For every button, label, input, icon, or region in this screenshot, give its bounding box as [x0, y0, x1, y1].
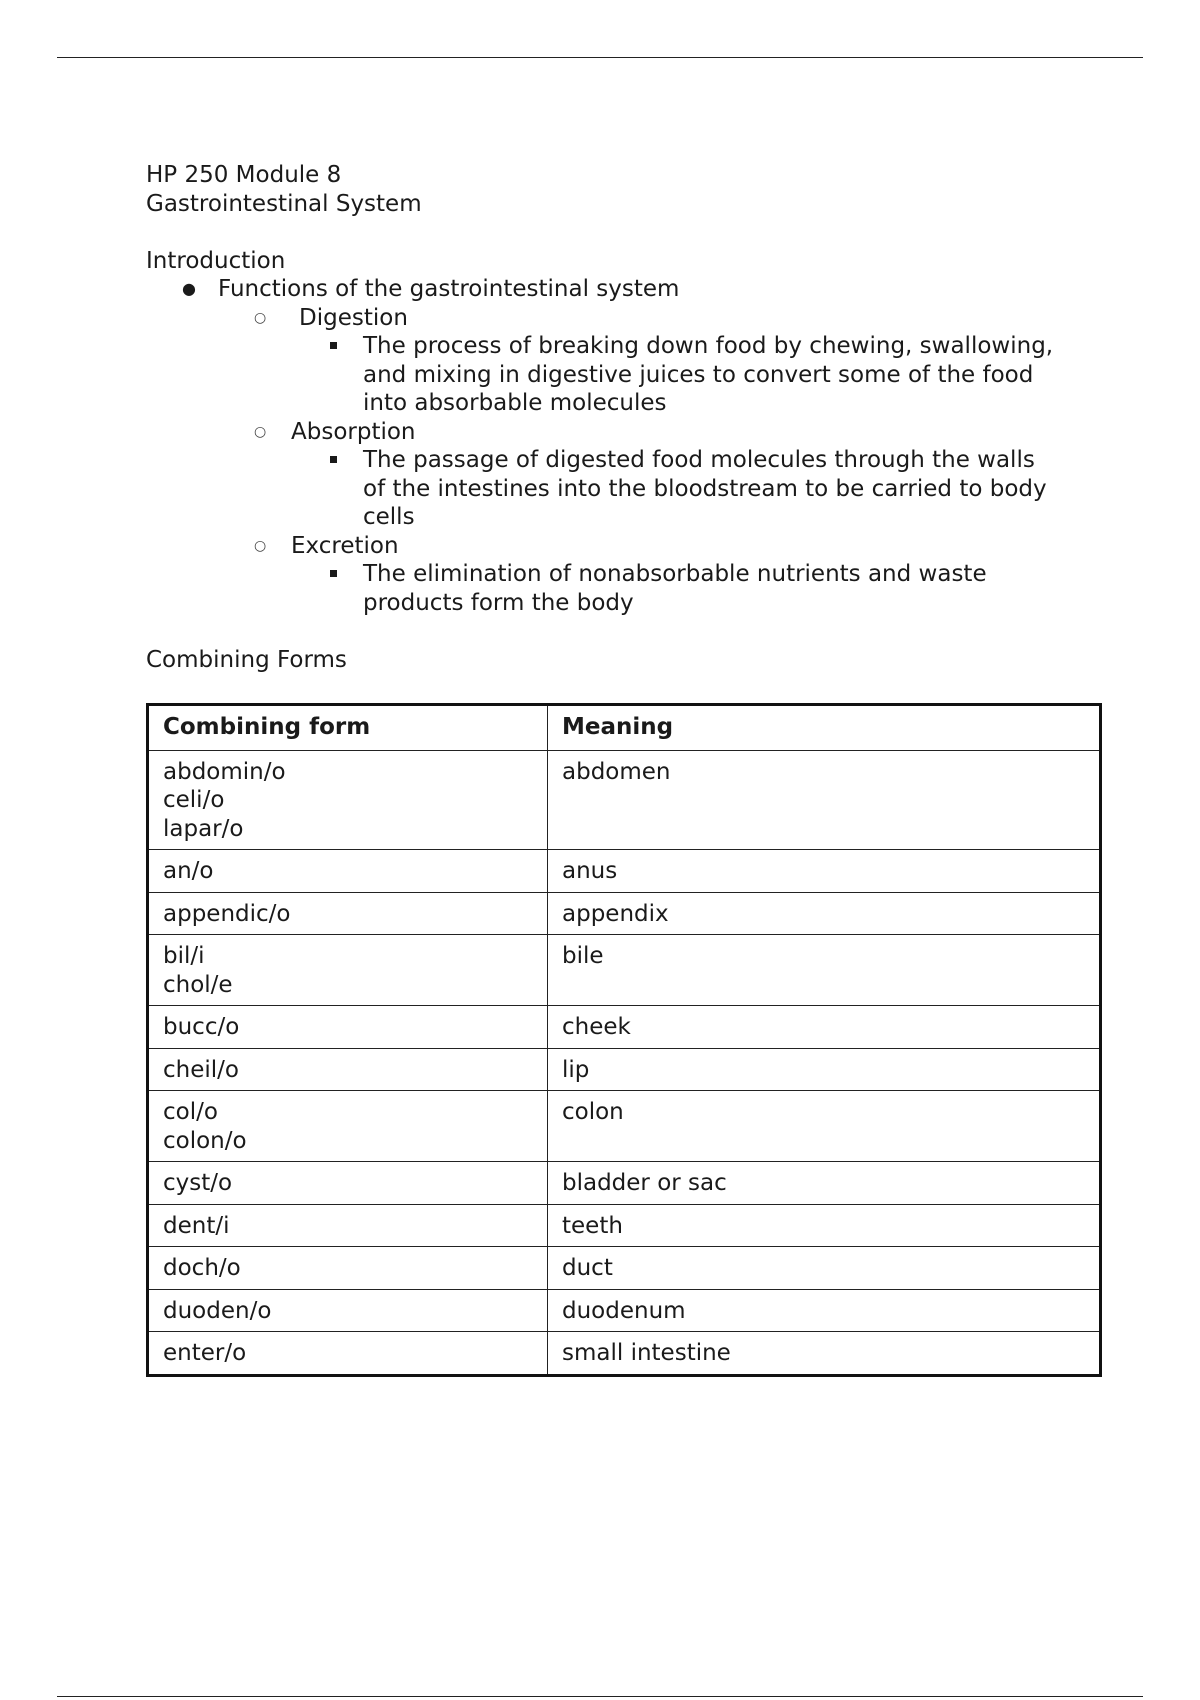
- table-row: [148, 1289, 1101, 1332]
- definition-line: cells: [363, 504, 415, 530]
- document-body: [146, 161, 1106, 674]
- meaning-cell: teeth: [548, 1204, 1101, 1247]
- table-row: [148, 1162, 1101, 1205]
- column-header-meaning: Meaning: [548, 705, 1101, 751]
- table-row: [148, 750, 1101, 850]
- meaning-cell: bile: [548, 935, 1101, 1006]
- combining-form-cell: [148, 1091, 548, 1162]
- combining-form: cheil/o: [163, 1056, 239, 1083]
- functions-bullet-text: Functions of the gastrointestinal system: [218, 276, 680, 302]
- combining-form-cell: [148, 1006, 548, 1049]
- course-title: HP 250 Module 8: [146, 162, 342, 188]
- combining-form-cell: [148, 1289, 548, 1332]
- bottom-rule: [57, 1696, 1143, 1697]
- table-row: [148, 935, 1101, 1006]
- meaning-cell: cheek: [548, 1006, 1101, 1049]
- meaning-cell: abdomen: [548, 750, 1101, 850]
- combining-form: an/o: [163, 858, 214, 884]
- combining-form: chol/e: [163, 971, 233, 998]
- meaning-cell: anus: [548, 850, 1101, 893]
- introduction-heading: Introduction: [146, 247, 286, 274]
- definition-line: and mixing in digestive juices to convert some of the food: [363, 361, 1034, 388]
- combining-form-cell: [148, 935, 548, 1006]
- meaning-cell: appendix: [548, 892, 1101, 935]
- table-row: [148, 850, 1101, 893]
- definition-line: into absorbable molecules: [363, 390, 667, 416]
- function-definition: [146, 332, 1106, 418]
- combining-form-cell: [148, 1332, 548, 1376]
- combining-form: enter/o: [163, 1340, 247, 1366]
- table-header-row: [148, 705, 1101, 751]
- combining-form: cyst/o: [163, 1170, 233, 1196]
- combining-form-cell: [148, 892, 548, 935]
- definition-line: The process of breaking down food by chewing, swallowing,: [363, 333, 1054, 359]
- combining-form: bil/i: [163, 943, 205, 969]
- combining-form: dent/i: [163, 1212, 230, 1239]
- combining-form: col/o: [163, 1099, 218, 1125]
- bullet-circle-icon: ○: [254, 423, 267, 440]
- meaning-cell: duodenum: [548, 1289, 1101, 1332]
- bullet-square-icon: [330, 570, 337, 577]
- bullet-square-icon: [330, 342, 337, 349]
- function-item-absorption: [146, 418, 1106, 447]
- table-row: [148, 1006, 1101, 1049]
- table-row: [148, 1204, 1101, 1247]
- bullet-disc-icon: ●: [182, 279, 196, 298]
- combining-form: celi/o: [163, 787, 225, 813]
- definition-line: The elimination of nonabsorbable nutrients and waste: [363, 561, 987, 587]
- combining-form-cell: [148, 1162, 548, 1205]
- combining-form-cell: [148, 750, 548, 850]
- table-row: [148, 1247, 1101, 1290]
- definition-line: of the intestines into the bloodstream to be carried to body: [363, 475, 1047, 502]
- function-definition: [146, 446, 1106, 532]
- table-body: [148, 750, 1101, 1375]
- combining-form-cell: [148, 1048, 548, 1091]
- meaning-cell: small intestine: [548, 1332, 1101, 1376]
- combining-form: appendic/o: [163, 900, 291, 927]
- function-name: Excretion: [291, 532, 399, 559]
- combining-forms-table: [146, 703, 1102, 1377]
- combining-form: doch/o: [163, 1255, 241, 1281]
- combining-form: lapar/o: [163, 815, 244, 842]
- function-name: Absorption: [291, 418, 416, 445]
- bullet-circle-icon: ○: [254, 309, 267, 326]
- definition-line: The passage of digested food molecules through the walls: [363, 447, 1035, 473]
- meaning-cell: lip: [548, 1048, 1101, 1091]
- combining-form-cell: [148, 1247, 548, 1290]
- functions-bullet: [146, 275, 1106, 304]
- column-header-combining-form: Combining form: [148, 705, 548, 751]
- table-row: [148, 892, 1101, 935]
- function-item-digestion: [146, 304, 1106, 333]
- combining-forms-heading: Combining Forms: [146, 646, 347, 673]
- function-name: Digestion: [299, 304, 408, 331]
- meaning-cell: bladder or sac: [548, 1162, 1101, 1205]
- meaning-cell: colon: [548, 1091, 1101, 1162]
- table-row: [148, 1091, 1101, 1162]
- definition-line: products form the body: [363, 589, 634, 616]
- combining-form: abdomin/o: [163, 758, 286, 785]
- top-rule: [57, 57, 1143, 58]
- meaning-cell: duct: [548, 1247, 1101, 1290]
- table-row: [148, 1048, 1101, 1091]
- combining-form: colon/o: [163, 1127, 247, 1154]
- function-item-excretion: [146, 532, 1106, 561]
- combining-form-cell: [148, 850, 548, 893]
- bullet-circle-icon: ○: [254, 537, 267, 554]
- combining-form-cell: [148, 1204, 548, 1247]
- function-definition: [146, 560, 1106, 617]
- combining-form: bucc/o: [163, 1014, 240, 1040]
- table-row: [148, 1332, 1101, 1376]
- bullet-square-icon: [330, 456, 337, 463]
- combining-form: duoden/o: [163, 1297, 272, 1324]
- topic-title: Gastrointestinal System: [146, 190, 422, 217]
